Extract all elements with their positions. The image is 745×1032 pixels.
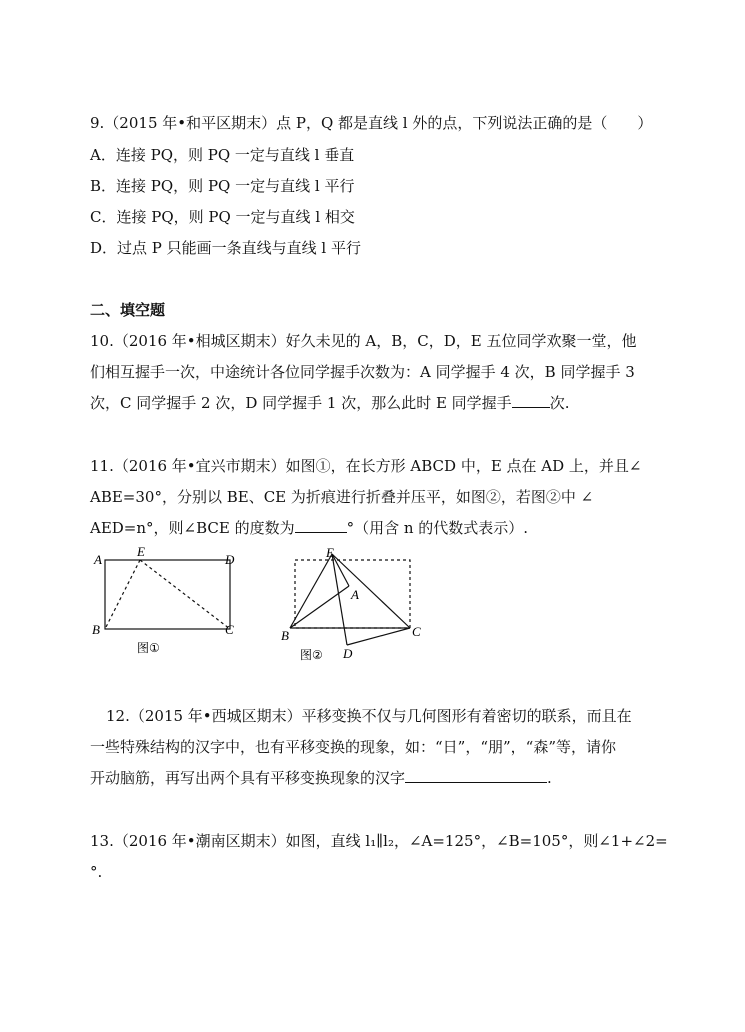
section-title: 二、填空题 xyxy=(90,301,166,319)
fig1-rectangle xyxy=(105,560,230,629)
fig1-label-a: A xyxy=(94,552,102,567)
fig1-label-b: B xyxy=(92,622,100,637)
q9-stem: 9.（2015 年•和平区期末）点 P，Q 都是直线 l 外的点，下列说法正确的是（ ） xyxy=(90,114,653,132)
q10-line3-text: 次，C 同学握手 2 次，D 同学握手 1 次，那么此时 E 同学握手 xyxy=(90,394,512,412)
q11-line1: 11.（2016 年•宜兴市期末）如图①，在长方形 ABCD 中，E 点在 AD 上，并且∠ xyxy=(90,457,642,475)
fig1-label-e: E xyxy=(137,545,145,559)
q12-line3-end: . xyxy=(547,769,552,787)
q12-answer-blank[interactable] xyxy=(405,768,547,783)
q13-line2: °. xyxy=(90,863,103,881)
fig1-label-c: C xyxy=(225,622,234,637)
q10-line3-end: 次. xyxy=(549,394,570,412)
q11-line2: ABE=30°，分别以 BE、CE 为折痕进行折叠并压平，如图②，若图②中 ∠ xyxy=(90,488,594,506)
q10-answer-blank[interactable] xyxy=(512,393,550,408)
q10-line2: 们相互握手一次，中途统计各位同学握手次数为：A 同学握手 4 次，B 同学握手 3 xyxy=(90,363,635,381)
fig2-label-c: C xyxy=(412,624,421,639)
fig2-label-e: E xyxy=(326,545,334,560)
q9-option-c: C．连接 PQ，则 PQ 一定与直线 l 相交 xyxy=(90,208,355,226)
fig2-label-b: B xyxy=(281,628,289,643)
q12-line1: 12.（2015 年•西城区期末）平移变换不仅与几何图形有着密切的联系，而且在 xyxy=(106,707,632,725)
fig2-segment-eb xyxy=(290,554,332,628)
q11-line3-end: °（用含 n 的代数式表示）. xyxy=(346,519,529,537)
q11-answer-blank[interactable] xyxy=(295,518,347,533)
q9-option-d: D．过点 P 只能画一条直线与直线 l 平行 xyxy=(90,239,361,257)
fig1-fold-ce xyxy=(140,560,230,629)
q12-line2: 一些特殊结构的汉字中，也有平移变换的现象，如：“日”，“朋”，“森”等，请你 xyxy=(90,738,617,756)
fig2-label-a: A xyxy=(351,587,359,602)
fig2-segment-ec xyxy=(332,554,410,628)
q10-line1: 10.（2016 年•相城区期末）好久未见的 A，B，C，D，E 五位同学欢聚一堂，他 xyxy=(90,332,637,350)
fig1-label-d: D xyxy=(225,552,235,567)
q12-line3-text: 开动脑筋，再写出两个具有平移变换现象的汉字 xyxy=(90,769,406,787)
q12-line3 xyxy=(90,768,552,788)
figure-2 xyxy=(278,545,428,665)
q10-line3 xyxy=(90,393,569,413)
fig2-label-d: D xyxy=(343,646,353,661)
fig1-fold-be xyxy=(105,560,140,629)
q13-line1: 13.（2016 年•潮南区期末）如图，直线 l₁∥l₂，∠A=125°，∠B=105°，则∠1+∠2= xyxy=(90,832,668,850)
figure-1 xyxy=(85,545,250,660)
q9-option-b: B．连接 PQ，则 PQ 一定与直线 l 平行 xyxy=(90,177,355,195)
fig1-caption: 图① xyxy=(137,641,160,655)
q9-option-a: A．连接 PQ，则 PQ 一定与直线 l 垂直 xyxy=(90,146,355,164)
q11-line3 xyxy=(90,518,528,538)
fig2-caption: 图② xyxy=(300,648,323,662)
fig2-segment-dc xyxy=(347,628,410,645)
q11-line3-text: AED=n°，则∠BCE 的度数为 xyxy=(90,519,295,537)
